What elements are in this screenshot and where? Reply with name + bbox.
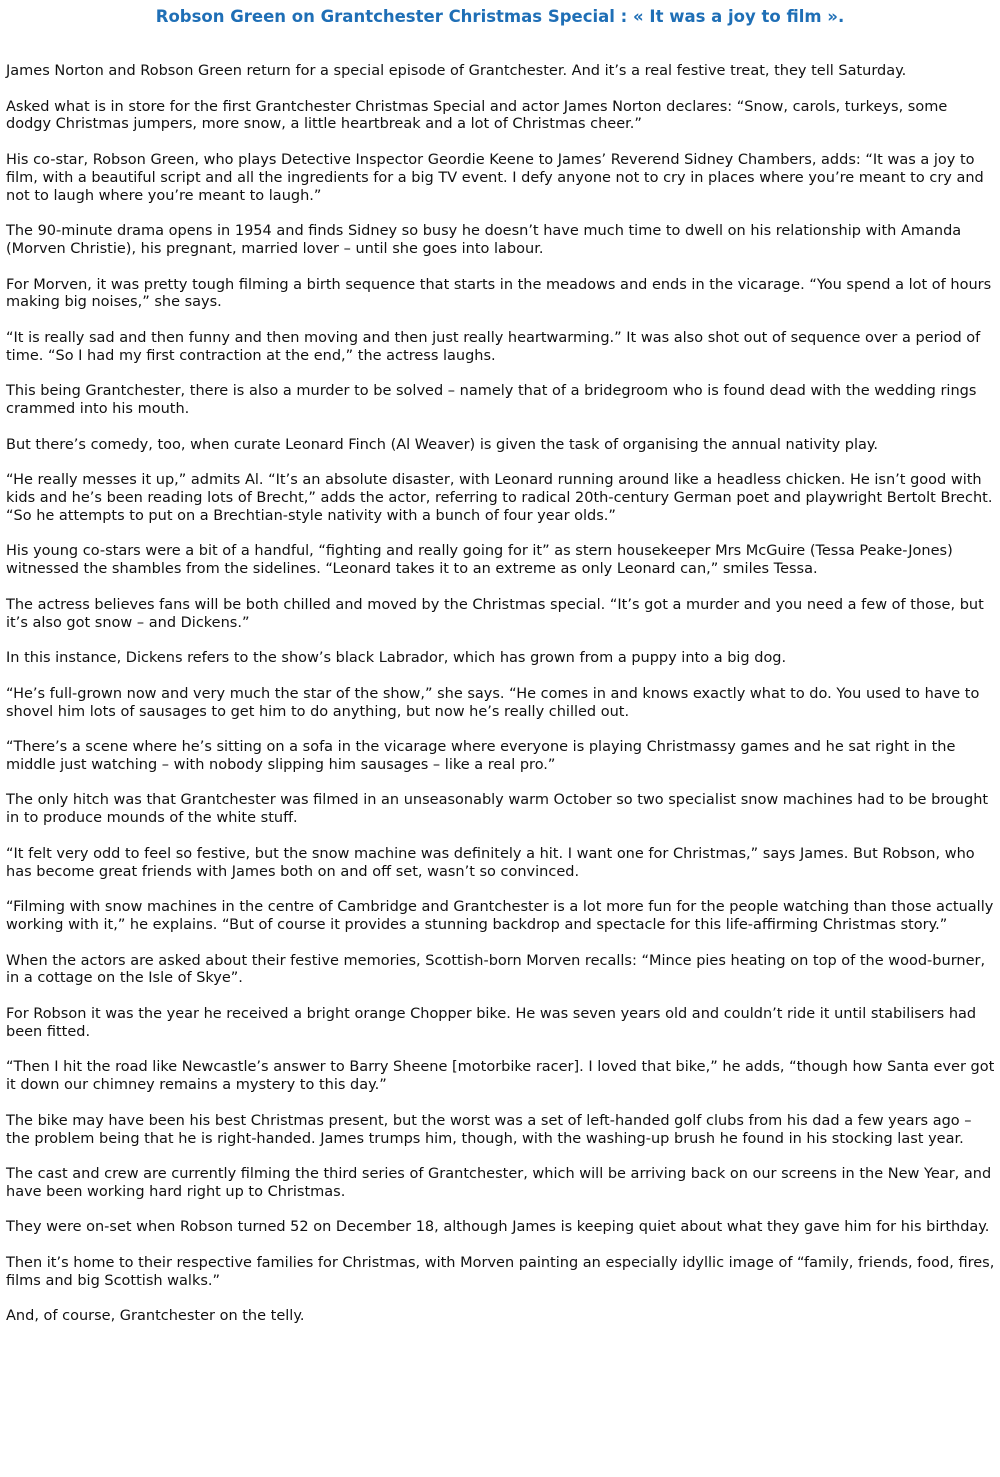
article-body: [6, 63, 996, 1344]
paragraph: The cast and crew are currently filming the third series of Grantchester, which will be arriving back on our screens in the New Year, and have been working hard right up to Christmas.: [6, 1166, 992, 1200]
paragraph: For Robson it was the year he received a bright orange Chopper bike. He was seven years old and couldn’t ride it until stabilisers had been fitted.: [6, 1005, 977, 1040]
paragraph: “Filming with snow machines in the centre of Cambridge and Grantchester is a lot more fun for the people watching than those actually working with it,” he explains. “But of course it provides a stunning backdrop and spectacle for this life-affirming Christmas story.”: [6, 899, 994, 933]
paragraph: But there’s comedy, too, when curate Leonard Finch (Al Weaver) is given the task of organising the annual nativity play.: [6, 436, 879, 453]
paragraph: Asked what is in store for the first Grantchester Christmas Special and actor James Norton declares: “Snow, carols, turkeys, some dodgy Christmas jumpers, more snow, a little heartbreak and a lot of Christmas cheer.”: [6, 98, 948, 133]
paragraph: “He really messes it up,” admits Al. “It’s an absolute disaster, with Leonard running around like a headless chicken. He isn’t good with kids and he’s been reading lots of Brecht,” adds the actor, referring to radical 20th-century German poet and playwright Bertolt Brecht. “So he attempts to put on a Brechtian-style nativity with a bunch of four year olds.”: [6, 472, 993, 524]
paragraph: This being Grantchester, there is also a murder to be solved – namely that of a bridegroom who is found dead with the wedding rings crammed into his mouth.: [6, 383, 977, 418]
paragraph: They were on-set when Robson turned 52 on December 18, although James is keeping quiet about what they gave him for his birthday.: [6, 1219, 990, 1236]
paragraph: “There’s a scene where he’s sitting on a sofa in the vicarage where everyone is playing Christmassy games and he sat right in the middle just watching – with nobody slipping him sausages – like a real pro.”: [6, 739, 956, 773]
paragraph: Then it’s home to their respective families for Christmas, with Morven painting an especially idyllic image of “family, friends, food, fires, films and big Scottish walks.”: [6, 1254, 995, 1289]
paragraph: “It felt very odd to feel so festive, but the snow machine was definitely a hit. I want one for Christmas,” says James. But Robson, who has become great friends with James both on and off set, wasn’t so convinced.: [6, 845, 975, 880]
paragraph: When the actors are asked about their festive memories, Scottish-born Morven recalls: “Mince pies heating on top of the wood-burner, in a cottage on the Isle of Skye”.: [6, 952, 986, 987]
paragraph: “It is really sad and then funny and then moving and then just really heartwarming.” It was also shot out of sequence over a period of time. “So I had my first contraction at the end,” the actress laughs.: [6, 329, 981, 364]
paragraph: His young co-stars were a bit of a handful, “fighting and really going for it” as stern housekeeper Mrs McGuire (Tessa Peake-Jones) witnessed the shambles from the sidelines. “Leonard takes it to an extreme as only Leonard can,” smiles Tessa.: [6, 543, 953, 578]
article-title: Robson Green on Grantchester Christmas Special : « It was a joy to film ».: [155, 7, 845, 26]
paragraph: And, of course, Grantchester on the telly.: [6, 1308, 305, 1325]
paragraph: The only hitch was that Grantchester was filmed in an unseasonably warm October so two specialist snow machines had to be brought in to produce mounds of the white stuff.: [6, 792, 989, 827]
paragraph: The 90-minute drama opens in 1954 and finds Sidney so busy he doesn’t have much time to dwell on his relationship with Amanda (Morven Christie), his pregnant, married lover – until she goes into labour.: [6, 223, 962, 257]
paragraph: The actress believes fans will be both chilled and moved by the Christmas special. “It’s got a murder and you need a few of those, but it’s also got snow – and Dickens.”: [6, 596, 984, 631]
paragraph: For Morven, it was pretty tough filming a birth sequence that starts in the meadows and ends in the vicarage. “You spend a lot of hours making big noises,” she says.: [6, 276, 992, 311]
paragraph: “Then I hit the road like Newcastle’s answer to Barry Sheene [motorbike racer]. I loved that bike,” he adds, “though how Santa ever got it down our chimney remains a mystery to this day.”: [6, 1059, 995, 1094]
paragraph: “He’s full-grown now and very much the star of the show,” she says. “He comes in and knows exactly what to do. You used to have to shovel him lots of sausages to get him to do anything, but now he’s really chilled out.: [6, 685, 980, 720]
paragraph: His co-star, Robson Green, who plays Detective Inspector Geordie Keene to James’ Reverend Sidney Chambers, adds: “It was a joy to film, with a beautiful script and all the ingredients for a big TV event. I defy anyone not to cry in places where you’re meant to cry and not to laugh where you’re meant to laugh.”: [6, 151, 984, 204]
paragraph: James Norton and Robson Green return for a special episode of Grantchester. And it’s a real festive treat, they tell Saturday.: [6, 63, 907, 79]
paragraph: The bike may have been his best Christmas present, but the worst was a set of left-handed golf clubs from his dad a few years ago – the problem being that he is right-handed. James trumps him, though, with the washing-up brush he found in his stocking last year.: [6, 1112, 972, 1147]
paragraph: In this instance, Dickens refers to the show’s black Labrador, which has grown from a puppy into a big dog.: [6, 650, 787, 667]
